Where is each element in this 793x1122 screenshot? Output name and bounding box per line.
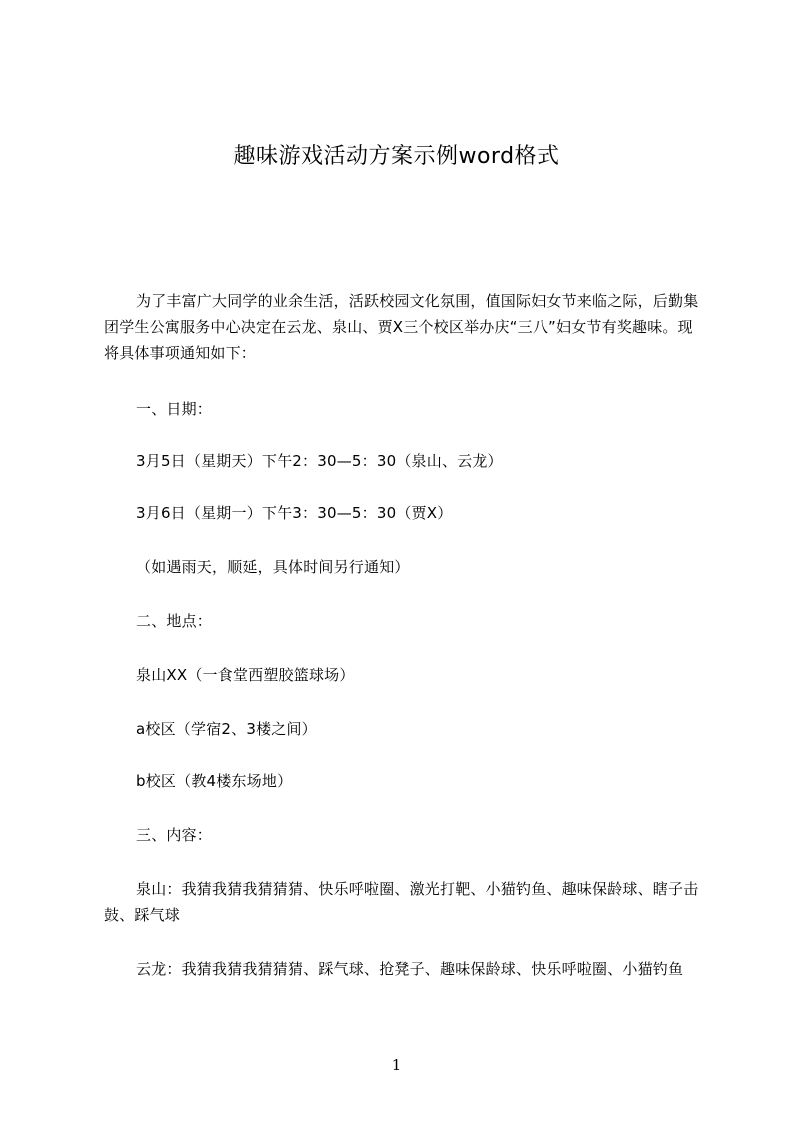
place-line-2: a校区（学宿2、3楼之间）: [136, 720, 317, 738]
content-quanshan: 泉山：我猜我猜我猜猜猜、快乐呼啦圈、激光打靶、小猫钓鱼、趣味保龄球、瞎子击鼓、踩气球: [104, 880, 699, 924]
place-line-1: 泉山XX（一食堂西塑胶篮球场）: [136, 666, 355, 684]
date-line-2: 3月6日（星期一）下午3：30—5：30（贾X）: [136, 504, 453, 522]
section-date-heading: 一、日期：: [136, 400, 213, 418]
rain-note: （如遇雨天，顺延，具体时间另行通知）: [136, 558, 410, 576]
content-yunlong: 云龙：我猜我猜我猜猜猜、踩气球、抢凳子、趣味保龄球、快乐呼啦圈、小猫钓鱼: [136, 960, 684, 978]
page-number: 1: [391, 1056, 402, 1074]
place-line-3: b校区（教4楼东场地）: [136, 772, 293, 790]
date-line-1: 3月5日（星期天）下午2：30—5：30（泉山、云龙）: [136, 452, 503, 470]
section-content-heading: 三、内容：: [136, 826, 213, 844]
intro-paragraph: 为了丰富广大同学的业余生活，活跃校园文化氛围，值国际妇女节来临之际，后勤集团学生公寓服务中心决定在云龙、泉山、贾X三个校区举办庆“三八”妇女节有奖趣味。现将具体事项通知如下：: [104, 292, 699, 362]
section-place-heading: 二、地点：: [136, 612, 213, 630]
document-title: 趣味游戏活动方案示例word格式: [233, 144, 560, 169]
